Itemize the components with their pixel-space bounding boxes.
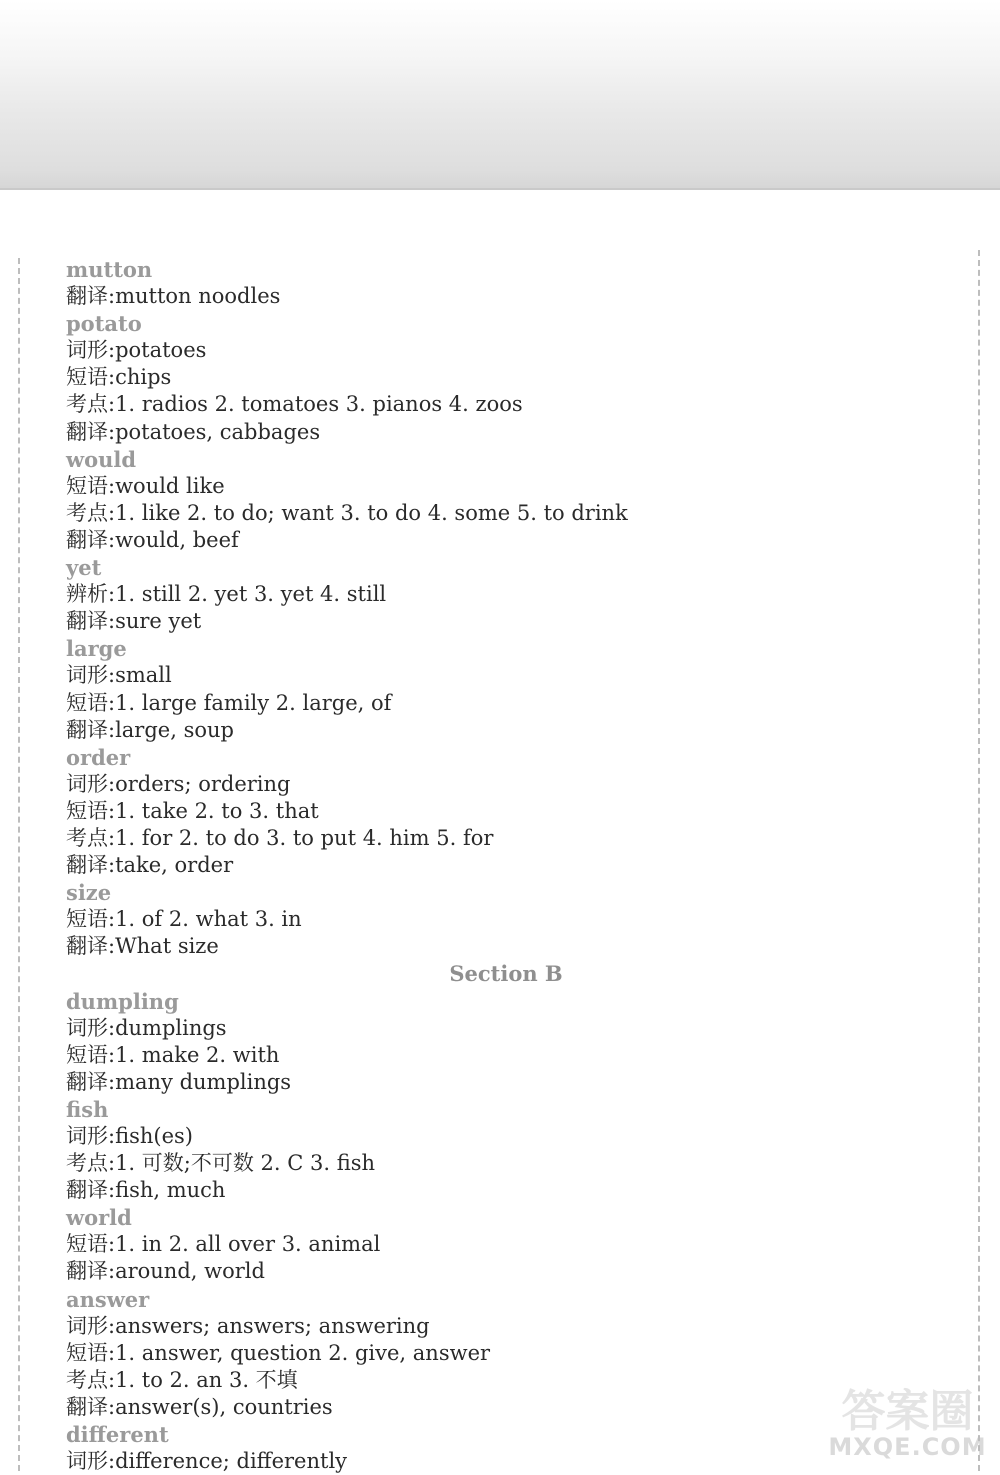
entry-line (66, 1069, 946, 1096)
entry-answer: :small (108, 663, 172, 688)
header-divider (0, 188, 1000, 190)
entry-line (66, 1042, 946, 1069)
entry-line (66, 500, 946, 527)
entry-category: 翻译 (66, 853, 108, 878)
entry-line (66, 906, 946, 933)
entry-answer: :sure yet (108, 609, 202, 634)
entry-line (66, 337, 946, 364)
entry-line (66, 1123, 946, 1150)
entry-answer: :1. large family 2. large, of (108, 690, 392, 715)
entry-line (66, 1231, 946, 1258)
right-dashed-border (978, 250, 980, 1471)
entry-answer: :1. 可数;不可数 2. C 3. fish (108, 1151, 376, 1176)
section-heading (66, 960, 946, 987)
page-header-band (0, 0, 1000, 190)
entry-category: 短语 (66, 690, 108, 715)
entry-answer: :1. for 2. to do 3. to put 4. him 5. for (108, 825, 494, 850)
entry-line (66, 473, 946, 500)
entry-category: 词形 (66, 663, 108, 688)
entry-line (66, 581, 946, 608)
entry-line (66, 662, 946, 689)
entry-line (66, 1015, 946, 1042)
entry-line (66, 717, 946, 744)
entry-line (66, 1177, 946, 1204)
headword: order (66, 744, 131, 770)
entry-answer: :large, soup (108, 717, 234, 742)
entry-line (66, 852, 946, 879)
entry-category: 考点 (66, 500, 108, 525)
entry-line (66, 690, 946, 717)
headword: yet (66, 555, 102, 581)
headword: different (66, 1422, 169, 1448)
entry-answer: :answer(s), countries (108, 1394, 333, 1419)
entry-answer: :would like (108, 473, 225, 498)
entry-category: 词形 (66, 1015, 108, 1040)
entry-answer: :1. radios 2. tomatoes 3. pianos 4. zoos (108, 392, 523, 417)
entry-category: 翻译 (66, 1069, 108, 1094)
entry-answer: :1. take 2. to 3. that (108, 798, 319, 823)
entry-answer: :What size (108, 934, 219, 959)
entry-line (66, 391, 946, 418)
entry-answer: :1. to 2. an 3. 不填 (108, 1367, 298, 1392)
entry-answer: :dumplings (108, 1015, 227, 1040)
headword: fish (66, 1096, 109, 1122)
entry-line (66, 364, 946, 391)
entry-line (66, 1258, 946, 1285)
entry-line (66, 1367, 946, 1394)
entry-category: 翻译 (66, 609, 108, 634)
entry-category: 词形 (66, 1449, 108, 1474)
entry-answer: :1. of 2. what 3. in (108, 907, 302, 932)
entry-answer: :1. make 2. with (108, 1042, 280, 1067)
entry-category: 翻译 (66, 527, 108, 552)
entry-answer: :mutton noodles (108, 284, 281, 309)
entry-answer: :around, world (108, 1259, 265, 1284)
entry-category: 翻译 (66, 284, 108, 309)
entry-category: 考点 (66, 825, 108, 850)
entry-line (66, 527, 946, 554)
entry-category: 翻译 (66, 1394, 108, 1419)
entry-category: 词形 (66, 338, 108, 363)
entry-line (66, 798, 946, 825)
entry-category: 短语 (66, 1340, 108, 1365)
entry-line (66, 771, 946, 798)
entry-line (66, 1394, 946, 1421)
entry-category: 词形 (66, 1124, 108, 1148)
entry-answer: :take, order (108, 853, 234, 878)
entry-category: 短语 (66, 1232, 108, 1257)
entry-answer: :would, beef (108, 527, 239, 552)
entry-answer: :1. like 2. to do; want 3. to do 4. some 5. to drink (108, 500, 628, 525)
site-watermark (820, 1375, 995, 1471)
entry-category: 短语 (66, 798, 108, 823)
entry-category: 词形 (66, 771, 108, 796)
entry-category: 翻译 (66, 419, 108, 444)
entry-line (66, 1150, 946, 1177)
entry-category: 短语 (66, 473, 108, 498)
entry-category: 短语 (66, 365, 108, 390)
entry-answer: :many dumplings (108, 1069, 292, 1094)
entry-category: 翻译 (66, 717, 108, 742)
entry-answer: :fish, much (108, 1178, 226, 1203)
entry-category: 翻译 (66, 1259, 108, 1284)
left-dashed-border (18, 258, 20, 1471)
entry-line (66, 1340, 946, 1367)
entry-category: 辨析 (66, 582, 108, 607)
entry-line (66, 933, 946, 960)
entry-line (66, 1313, 946, 1340)
entry-category: 翻译 (66, 1178, 108, 1203)
entry-answer: :potatoes, cabbages (108, 419, 321, 444)
entry-line (66, 419, 946, 446)
entry-line (66, 283, 946, 310)
headword: would (66, 446, 137, 472)
entry-answer: :potatoes (108, 338, 207, 363)
entry-line (66, 608, 946, 635)
entry-answer: :1. still 2. yet 3. yet 4. still (108, 582, 387, 607)
watermark-logo: 答案圈 (841, 1386, 974, 1437)
entry-answer: :1. answer, question 2. give, answer (108, 1340, 491, 1365)
entry-answer: :1. in 2. all over 3. animal (108, 1232, 381, 1257)
headword: answer (66, 1286, 150, 1312)
section-title: Section B (449, 961, 563, 987)
entry-answer: :answers; answers; answering (108, 1313, 430, 1338)
entry-answer: :chips (108, 365, 172, 390)
headword: size (66, 880, 112, 906)
headword: potato (66, 311, 142, 337)
entry-category: 短语 (66, 1042, 108, 1067)
entry-answer: :difference; differently (108, 1449, 348, 1474)
entry-category: 考点 (66, 392, 108, 417)
vocabulary-answer-list (66, 256, 946, 1475)
entry-answer: :fish(es) (108, 1124, 193, 1148)
headword: world (66, 1205, 132, 1231)
entry-category: 考点 (66, 1367, 108, 1392)
entry-line (66, 825, 946, 852)
entry-category: 词形 (66, 1313, 108, 1338)
entry-category: 考点 (66, 1151, 108, 1176)
entry-category: 翻译 (66, 934, 108, 959)
headword: dumpling (66, 988, 179, 1014)
entry-answer: :orders; ordering (108, 771, 291, 796)
headword: mutton (66, 257, 153, 282)
headword: large (66, 636, 127, 662)
watermark-site: MXQE.COM (828, 1433, 987, 1461)
entry-category: 短语 (66, 907, 108, 932)
